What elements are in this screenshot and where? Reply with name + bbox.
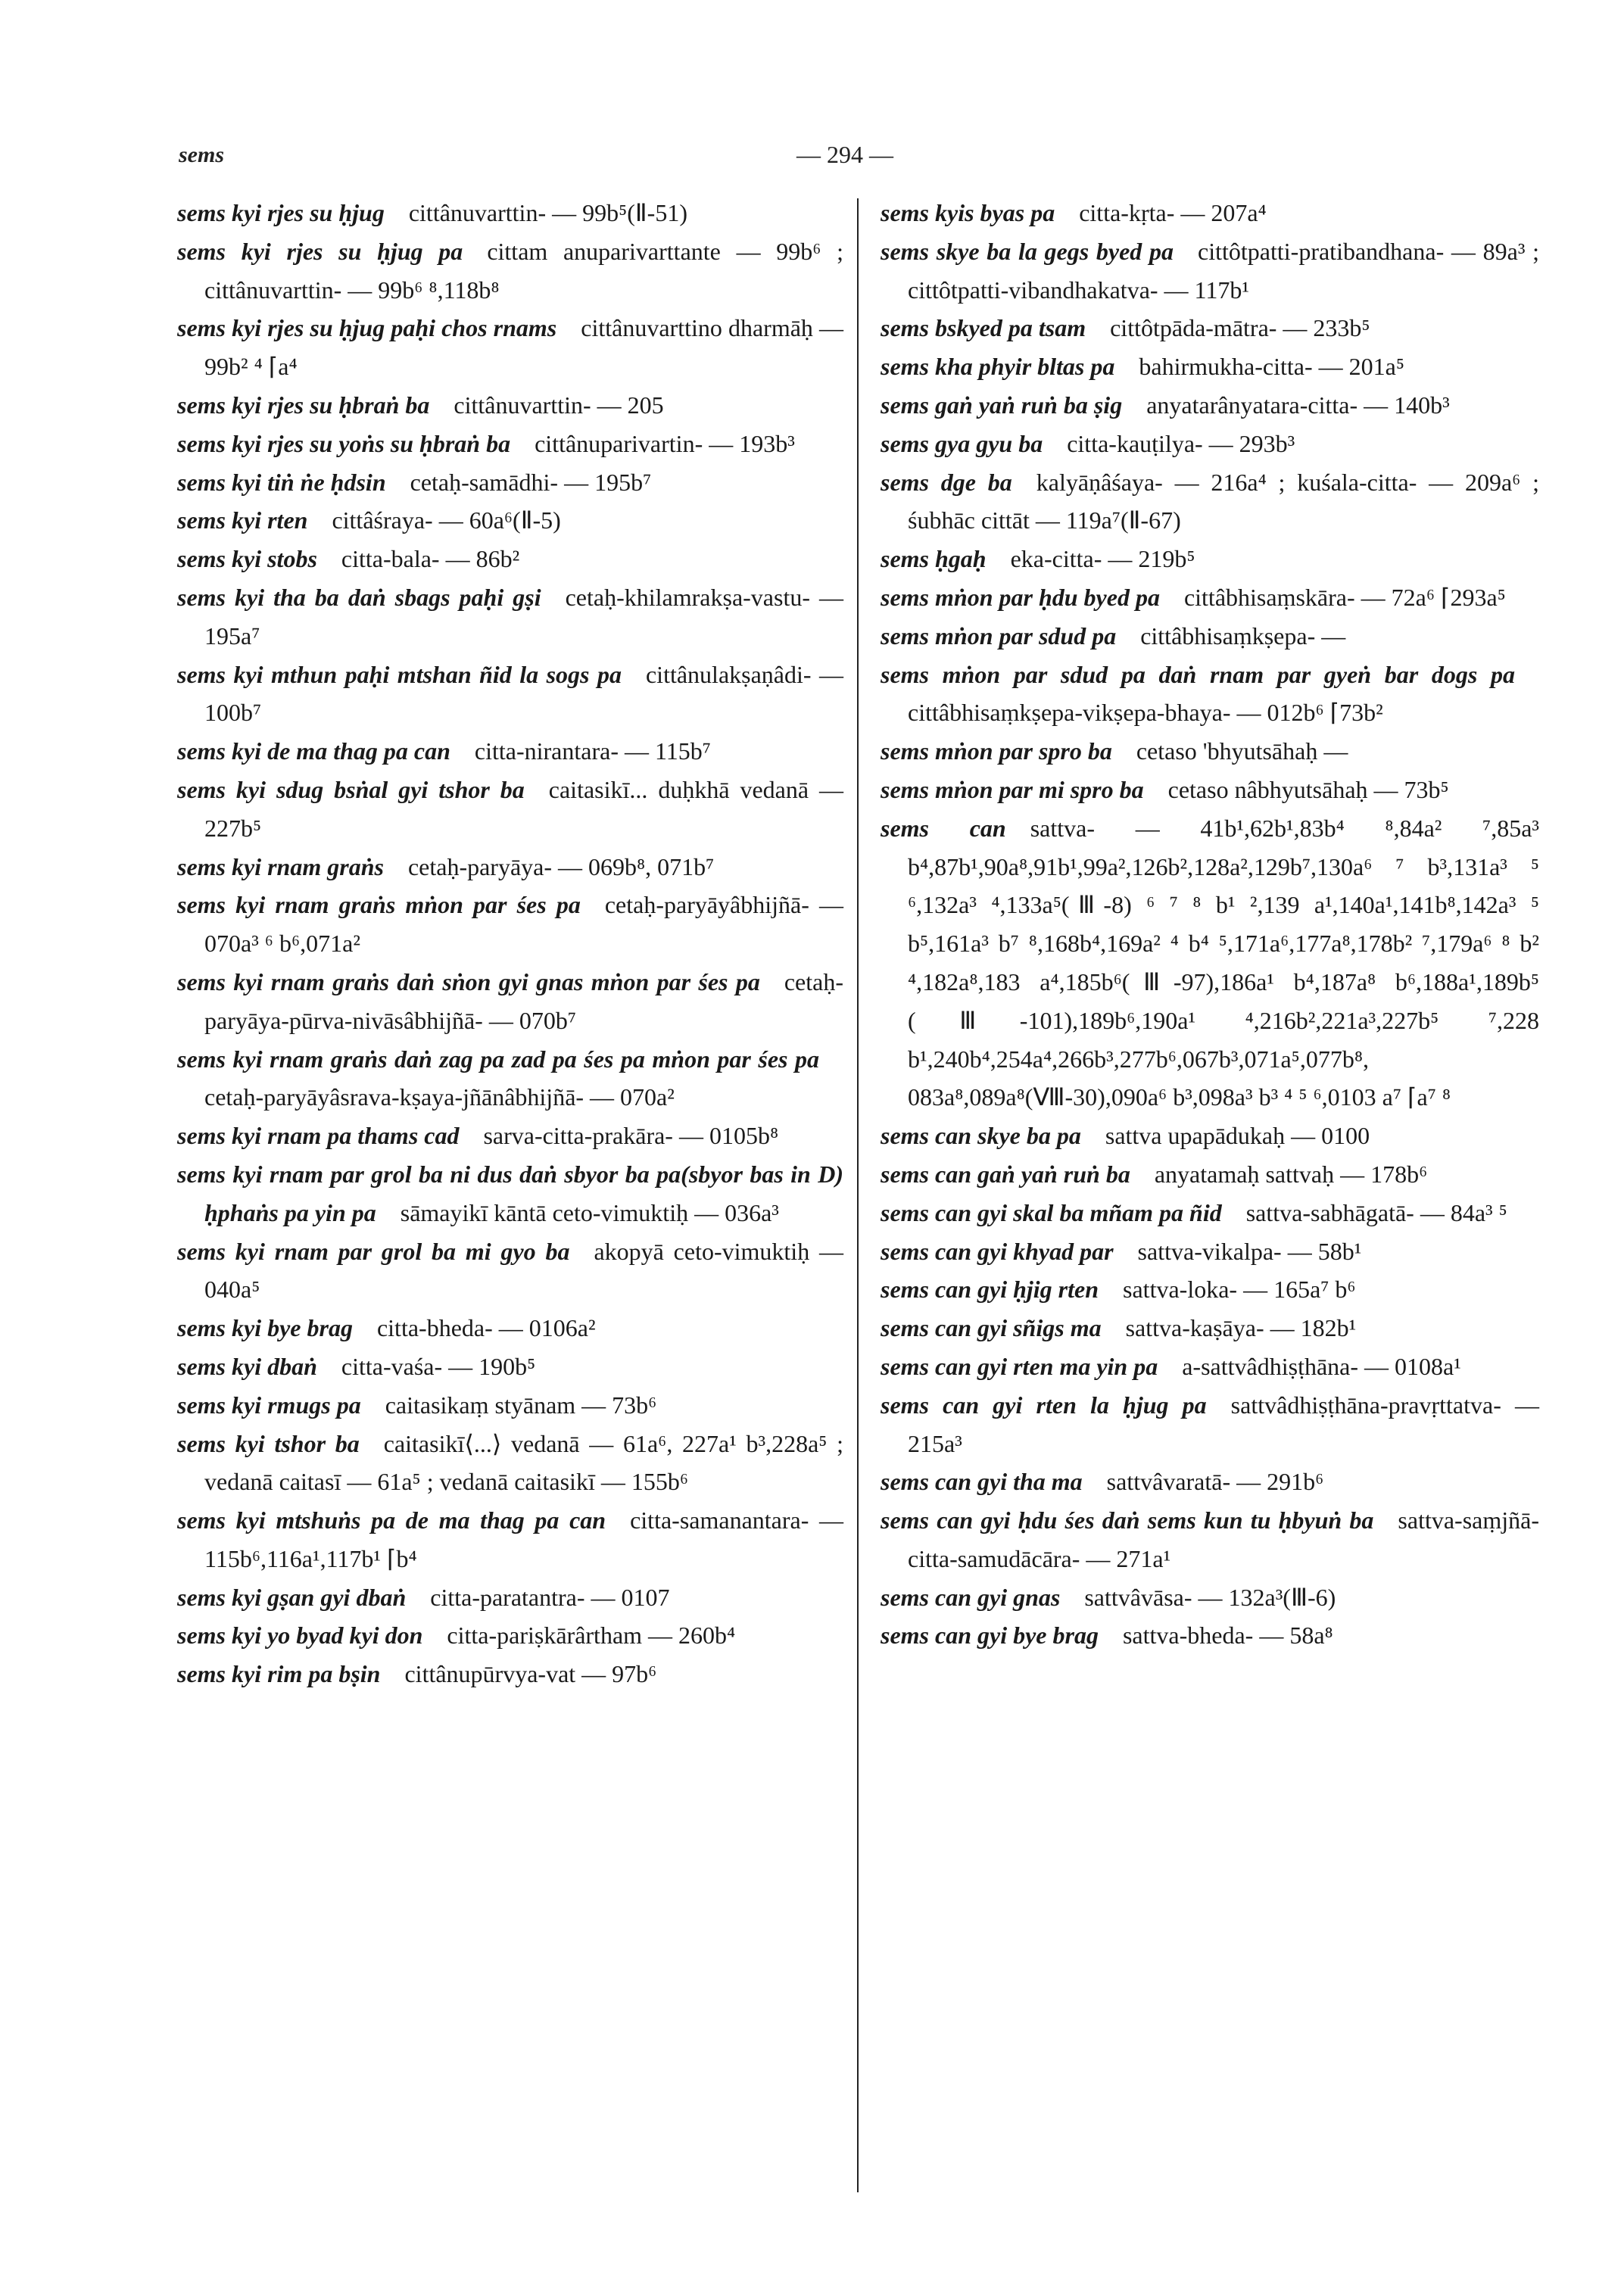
dictionary-entry <box>177 578 843 656</box>
sanskrit-equivalent: sattva-sabhāgatā- — 84a³ ⁵ <box>1245 1198 1507 1226</box>
dictionary-entry <box>177 886 843 963</box>
sanskrit-equivalent: sattva-bheda- — 58a⁸ <box>1122 1622 1333 1650</box>
sanskrit-equivalent: akopyā ceto-vimuktiḥ — 040a⁵ <box>204 1237 844 1304</box>
tibetan-headword: sems kyi rjes su yoṅs su ḥbraṅ ba <box>177 429 511 457</box>
dictionary-entry <box>177 501 843 540</box>
dictionary-entry <box>881 347 1539 386</box>
sanskrit-equivalent: sattva-loka- — 165a⁷ b⁶ <box>1123 1276 1356 1304</box>
tibetan-headword: sems dge ba <box>881 468 1012 496</box>
tibetan-headword: sems kyi rnam graṅs daṅ zag pa zad pa śes pa mṅon par śes pa <box>177 1045 819 1073</box>
dictionary-entry <box>881 1232 1539 1271</box>
dictionary-entry <box>881 1386 1539 1463</box>
sanskrit-equivalent: cetaḥ-samādhi- — 195b⁷ <box>410 468 652 496</box>
tibetan-headword: sems kyi yo byad kyi don <box>177 1622 423 1650</box>
dictionary-entry <box>881 1616 1539 1655</box>
dictionary-entry <box>177 425 843 463</box>
dictionary-entry <box>881 463 1539 541</box>
sanskrit-equivalent: sarva-citta-prakāra- — 0105b⁸ <box>483 1122 779 1150</box>
dictionary-entry <box>177 1616 843 1655</box>
sanskrit-equivalent: citta-nirantara- — 115b⁷ <box>474 737 711 765</box>
dictionary-entry <box>177 1155 843 1232</box>
sanskrit-equivalent: sattvâvaratā- — 291b⁶ <box>1106 1468 1324 1496</box>
dictionary-entry <box>881 732 1539 771</box>
tibetan-headword: sems kyi rnam graṅs <box>177 852 384 880</box>
sanskrit-equivalent: caitasikī⟨...⟩ vedanā — 61a⁶, 227a¹ b³,228a⁵ ; vedanā caitasī — 61a⁵ ; vedanā caitasikī — 155b⁶ <box>204 1429 844 1496</box>
dictionary-entry <box>177 656 843 733</box>
dictionary-entry <box>177 771 843 848</box>
tibetan-headword: sems kyi rnam par grol ba ni dus daṅ sbyor ba pa(sbyor bas in D) ḥphaṅs pa yin pa <box>177 1160 843 1226</box>
sanskrit-equivalent: sattvâvāsa- — 132a³(Ⅲ-6) <box>1084 1583 1336 1611</box>
sanskrit-equivalent: sattva-kaṣāya- — 182b¹ <box>1125 1314 1357 1342</box>
tibetan-headword: sems kyi rjes su ḥbraṅ ba <box>177 391 430 419</box>
sanskrit-equivalent: cetaḥ-khilamrakṣa-vastu- — 195a⁷ <box>204 583 844 650</box>
dictionary-entry <box>881 1578 1539 1617</box>
dictionary-entry <box>881 578 1539 617</box>
tibetan-headword: sems kyi sdug bsṅal gyi tshor ba <box>177 775 525 803</box>
tibetan-headword: sems skye ba la gegs byed pa <box>881 237 1174 265</box>
sanskrit-equivalent: caitasikī... duḥkhā vedanā — 227b⁵ <box>204 775 844 842</box>
sanskrit-equivalent: cittâbhisaṃkṣepa-vikṣepa-bhaya- — 012b⁶ ⌈73b² <box>908 699 1383 727</box>
sanskrit-equivalent: cetaḥ-paryāya- — 069b⁸, 071b⁷ <box>407 852 715 880</box>
dictionary-entry <box>177 1386 843 1425</box>
sanskrit-equivalent: bahirmukha-citta- — 201a⁵ <box>1139 353 1404 381</box>
dictionary-entry <box>881 232 1539 310</box>
sanskrit-equivalent: anyatarânyatara-citta- — 140b³ <box>1146 391 1450 419</box>
tibetan-headword: sems kyi dbaṅ <box>177 1352 317 1380</box>
tibetan-headword: sems kyi rnam graṅs mṅon par śes pa <box>177 891 581 919</box>
sanskrit-equivalent: cetaḥ-paryāyâsrava-kṣaya-jñānâbhijñā- — 070a² <box>204 1083 675 1111</box>
tibetan-headword: sems mṅon par sdud pa <box>881 622 1117 650</box>
sanskrit-equivalent: citta-kṛta- — 207a⁴ <box>1079 199 1267 226</box>
sanskrit-equivalent: cittam anuparivarttante — 99b⁶ ; cittânuvarttin- — 99b⁶ ⁸,118b⁸ <box>204 237 844 304</box>
tibetan-headword: sems can <box>881 814 1006 842</box>
sanskrit-equivalent: cittâbhisaṃskāra- — 72a⁶ ⌈293a⁵ <box>1183 583 1506 611</box>
sanskrit-equivalent: sāmayikī kāntā ceto-vimuktiḥ — 036a³ <box>400 1198 779 1226</box>
dictionary-entry <box>177 1309 843 1347</box>
sanskrit-equivalent: citta-vaśa- — 190b⁵ <box>341 1352 536 1380</box>
sanskrit-equivalent: citta-kauṭilya- — 293b³ <box>1067 429 1295 457</box>
tibetan-headword: sems mṅon par sdud pa daṅ rnam par gyeṅ bar dogs pa <box>881 660 1515 688</box>
tibetan-headword: sems can gaṅ yaṅ ruṅ ba <box>881 1160 1130 1188</box>
tibetan-headword: sems can gyi rten la ḥjug pa <box>881 1391 1207 1419</box>
tibetan-headword: sems kyi rjes su ḥjug paḥi chos rnams <box>177 314 557 342</box>
tibetan-headword: sems kyi gṣan gyi dbaṅ <box>177 1583 407 1611</box>
sanskrit-equivalent: cittânulakṣaṇâdi- — 100b⁷ <box>204 660 844 727</box>
dictionary-entry <box>177 194 843 232</box>
sanskrit-equivalent: cittôtpāda-mātra- — 233b⁵ <box>1110 314 1370 342</box>
sanskrit-equivalent: citta-pariṣkārârtham — 260b⁴ <box>447 1622 736 1650</box>
tibetan-headword: sems can gyi sñigs ma <box>881 1314 1102 1342</box>
right-column <box>881 194 1539 1655</box>
dictionary-entry <box>881 1347 1539 1386</box>
tibetan-headword: sems mṅon par mi spro ba <box>881 775 1144 803</box>
dictionary-entry <box>177 386 843 425</box>
tibetan-headword: sems kyi rjes su ḥjug pa <box>177 237 463 265</box>
sanskrit-equivalent: cetaḥ-paryāya-pūrva-nivāsâbhijñā- — 070b⁷ <box>204 967 843 1034</box>
dictionary-entry <box>177 963 843 1040</box>
sanskrit-equivalent: sattva-saṃjñā-citta-samudācāra- — 271a¹ <box>908 1506 1539 1572</box>
left-column <box>177 194 843 1693</box>
tibetan-headword: sems can gyi ḥdu śes daṅ sems kun tu ḥbyuṅ ba <box>881 1506 1374 1534</box>
sanskrit-equivalent: cittânuvarttin- — 99b⁵(Ⅱ-51) <box>408 199 687 226</box>
sanskrit-equivalent: cittâśraya- — 60a⁶(Ⅱ-5) <box>332 506 561 534</box>
tibetan-headword: sems can gyi tha ma <box>881 1468 1083 1496</box>
tibetan-headword: sems kyi tha ba daṅ sbags paḥi gṣi <box>177 583 541 611</box>
tibetan-headword: sems gaṅ yaṅ ruṅ ba ṣig <box>881 391 1123 419</box>
column-divider <box>857 198 859 2192</box>
dictionary-entry <box>881 1501 1539 1578</box>
dictionary-entry <box>881 1194 1539 1232</box>
sanskrit-equivalent: sattvâdhiṣṭhāna-pravṛttatva- — 215a³ <box>908 1391 1540 1457</box>
sanskrit-equivalent: anyatamaḥ sattvaḥ — 178b⁶ <box>1154 1160 1428 1188</box>
dictionary-entry <box>177 1232 843 1310</box>
dictionary-entry <box>881 809 1539 1117</box>
dictionary-entry <box>881 771 1539 809</box>
sanskrit-equivalent: caitasikaṃ styānam — 73b⁶ <box>385 1391 657 1419</box>
sanskrit-equivalent: cittânupūrvya-vat — 97b⁶ <box>404 1660 657 1688</box>
sanskrit-equivalent: cittânuparivartin- — 193b³ <box>535 429 795 457</box>
sanskrit-equivalent: citta-samanantara- — 115b⁶,116a¹,117b¹ ⌈b⁴ <box>204 1506 844 1572</box>
dictionary-entry <box>177 1117 843 1155</box>
dictionary-entry <box>881 425 1539 463</box>
sanskrit-equivalent: cetaḥ-paryāyâbhijñā- — 070a³ ⁶ b⁶,071a² <box>204 891 844 958</box>
dictionary-entry <box>881 1117 1539 1155</box>
dictionary-entry <box>177 232 843 310</box>
sanskrit-equivalent: citta-paratantra- — 0107 <box>430 1583 670 1611</box>
tibetan-headword: sems mṅon par spro ba <box>881 737 1112 765</box>
tibetan-headword: sems kyi tshor ba <box>177 1429 360 1457</box>
tibetan-headword: sems kyi rnam pa thams cad <box>177 1122 460 1150</box>
tibetan-headword: sems kyi stobs <box>177 545 317 573</box>
dictionary-entry <box>177 1040 843 1117</box>
dictionary-entry <box>177 540 843 578</box>
sanskrit-equivalent: cetaso 'bhyutsāhaḥ — <box>1136 737 1348 765</box>
tibetan-headword: sems can skye ba pa <box>881 1122 1081 1150</box>
dictionary-entry <box>881 656 1539 733</box>
tibetan-headword: sems can gyi gnas <box>881 1583 1061 1611</box>
tibetan-headword: sems mṅon par ḥdu byed pa <box>881 583 1160 611</box>
sanskrit-equivalent: citta-bheda- — 0106a² <box>376 1314 596 1342</box>
sanskrit-equivalent: a-sattvâdhiṣṭhāna- — 0108a¹ <box>1182 1352 1461 1380</box>
tibetan-headword: sems can gyi bye brag <box>881 1622 1099 1650</box>
tibetan-headword: sems can gyi skal ba mñam pa ñid <box>881 1198 1222 1226</box>
dictionary-entry <box>881 1270 1539 1309</box>
sanskrit-equivalent: cittôtpatti-pratibandhana- — 89a³ ; cittôtpatti-vibandhakatva- — 117b¹ <box>908 237 1540 304</box>
dictionary-entry <box>881 194 1539 232</box>
tibetan-headword: sems ḥgaḥ <box>881 545 987 573</box>
dictionary-entry <box>881 309 1539 347</box>
sanskrit-equivalent: cittâbhisaṃkṣepa- — <box>1140 622 1346 650</box>
sanskrit-equivalent: sattva upapādukaḥ — 0100 <box>1105 1122 1370 1150</box>
dictionary-entry <box>881 617 1539 656</box>
sanskrit-equivalent: cittânuvarttino dharmāḥ — 99b² ⁴ ⌈a⁴ <box>204 314 844 381</box>
dictionary-entry <box>881 1309 1539 1347</box>
tibetan-headword: sems kyi de ma thag pa can <box>177 737 450 765</box>
tibetan-headword: sems kha phyir bltas pa <box>881 353 1115 381</box>
running-head: sems <box>179 142 224 167</box>
tibetan-headword: sems kyi rim pa bṣin <box>177 1660 381 1688</box>
tibetan-headword: sems kyis byas pa <box>881 199 1055 226</box>
dictionary-entry <box>177 1347 843 1386</box>
dictionary-entry <box>177 1655 843 1693</box>
sanskrit-equivalent: kalyāṇâśaya- — 216a⁴ ; kuśala-citta- — 209a⁶ ; śubhāc cittāt — 119a⁷(Ⅱ-67) <box>908 468 1540 534</box>
tibetan-headword: sems kyi bye brag <box>177 1314 353 1342</box>
sanskrit-equivalent: citta-bala- — 86b² <box>341 545 520 573</box>
tibetan-headword: sems kyi rnam par grol ba mi gyo ba <box>177 1237 570 1265</box>
dictionary-entry <box>177 309 843 386</box>
tibetan-headword: sems kyi tiṅ ṅe ḥdsin <box>177 468 386 496</box>
dictionary-entry <box>177 1501 843 1578</box>
dictionary-entry <box>881 386 1539 425</box>
tibetan-headword: sems kyi rjes su ḥjug <box>177 199 385 226</box>
tibetan-headword: sems kyi mthun paḥi mtshan ñid la sogs pa <box>177 660 622 688</box>
page-number: — 294 — <box>796 141 893 168</box>
tibetan-headword: sems kyi mtshuṅs pa de ma thag pa can <box>177 1506 606 1534</box>
tibetan-headword: sems kyi rten <box>177 506 308 534</box>
tibetan-headword: sems can gyi khyad par <box>881 1237 1114 1265</box>
dictionary-entry <box>881 540 1539 578</box>
dictionary-entry <box>177 463 843 502</box>
dictionary-entry <box>177 1425 843 1502</box>
sanskrit-equivalent: cetaso nâbhyutsāhaḥ — 73b⁵ <box>1167 775 1449 803</box>
tibetan-headword: sems kyi rmugs pa <box>177 1391 361 1419</box>
sanskrit-equivalent: sattva- — 41b¹,62b¹,83b⁴ ⁸,84a² ⁷,85a³ b⁴,87b¹,90a⁸,91b¹,99a²,126b²,128a²,129b⁷,130a⁶ ⁷ b³,131a³ ⁵ ⁶,132a³ ⁴,133a⁵(Ⅲ-8) ⁶ ⁷ ⁸ b¹ ²,139 a¹,140a¹,141b⁸,142a³ ⁵ b⁵,161a³ b⁷ ⁸,168b⁴,169a² ⁴ b⁴ ⁵,171a⁶,177a⁸,178b² ⁷,179a⁶ ⁸ b² ⁴,182a⁸,183 a⁴,185b⁶(Ⅲ-97),186a¹ b⁴,187a⁸ b⁶,188a¹,189b⁵ (Ⅲ-101),189b⁶,190a¹ ⁴,216b²,221a³,227b⁵ ⁷,228 b¹,240b⁴,254a⁴,266b³,277b⁶,067b³,071a⁵,077b⁸, 083a⁸,089a⁸(Ⅷ-30),090a⁶ b³,098a³ b³ ⁴ ⁵ ⁶,0103 a⁷ ⌈a⁷ ⁸ <box>908 814 1540 1111</box>
sanskrit-equivalent: sattva-vikalpa- — 58b¹ <box>1137 1237 1362 1265</box>
tibetan-headword: sems bskyed pa tsam <box>881 314 1086 342</box>
dictionary-entry <box>881 1155 1539 1194</box>
tibetan-headword: sems can gyi ḥjig rten <box>881 1276 1099 1304</box>
tibetan-headword: sems gya gyu ba <box>881 429 1043 457</box>
dictionary-entry <box>177 1578 843 1617</box>
sanskrit-equivalent: cittânuvarttin- — 205 <box>454 391 664 419</box>
dictionary-entry <box>881 1463 1539 1501</box>
dictionary-entry <box>177 848 843 886</box>
tibetan-headword: sems kyi rnam graṅs daṅ sṅon gyi gnas mṅon par śes pa <box>177 967 760 995</box>
tibetan-headword: sems can gyi rten ma yin pa <box>881 1352 1158 1380</box>
sanskrit-equivalent: eka-citta- — 219b⁵ <box>1010 545 1195 573</box>
dictionary-entry <box>177 732 843 771</box>
